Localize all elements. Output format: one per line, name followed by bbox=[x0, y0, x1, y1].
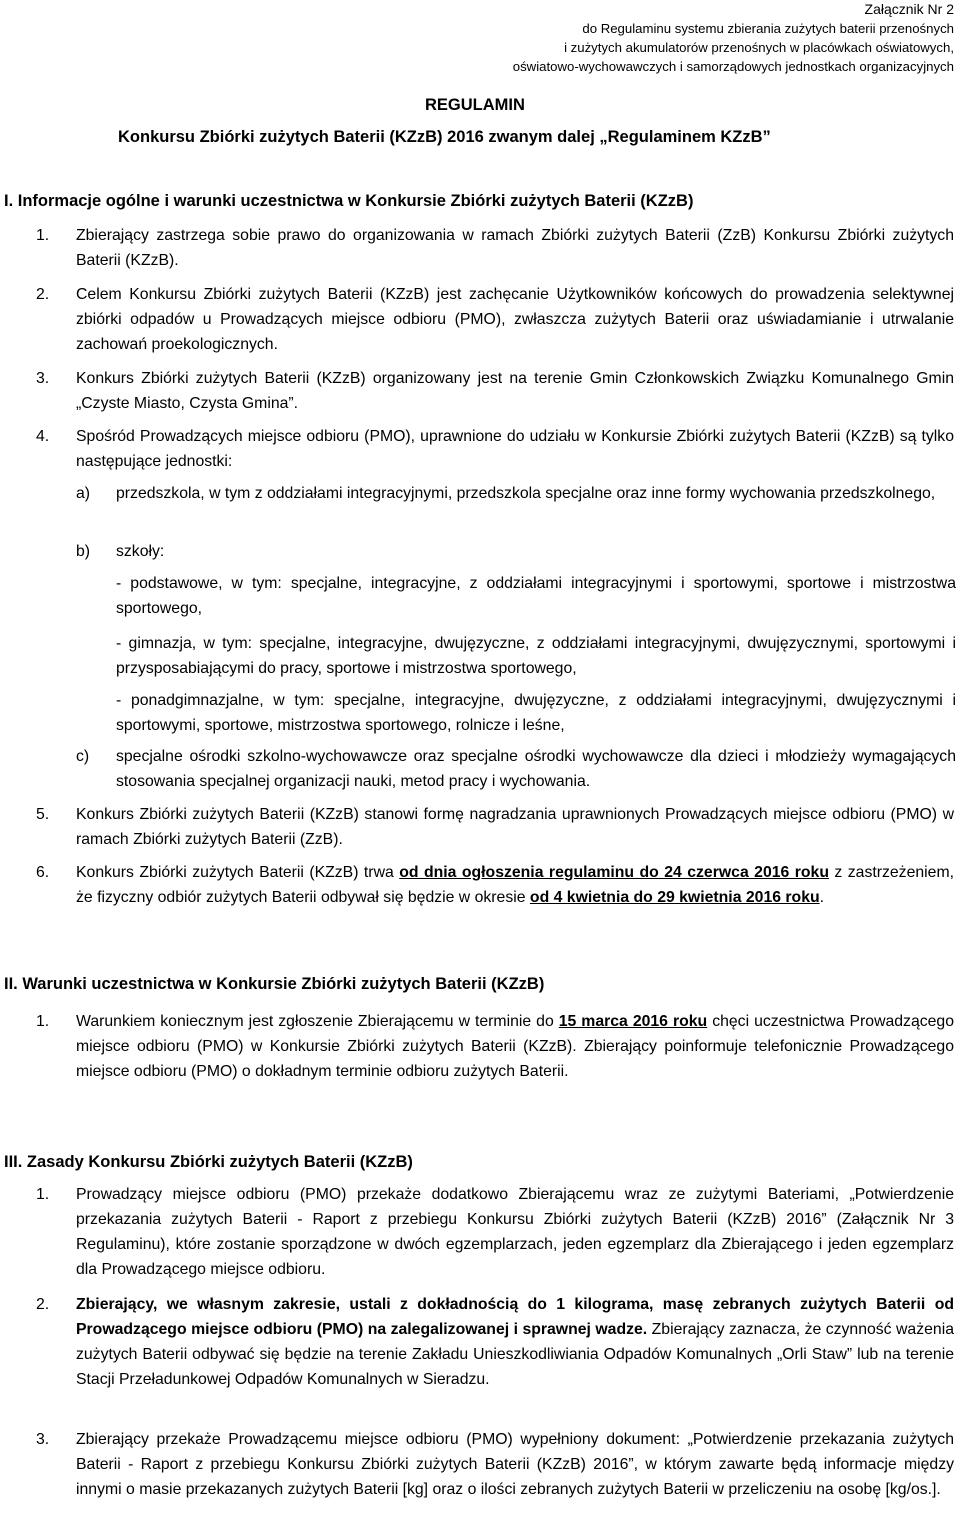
dash-item: - podstawowe, w tym: specjalne, integracyjne, z oddziałami integracyjnymi i sportowymi, sportowe i mistrzostwa sportowego, bbox=[116, 575, 956, 617]
sub-text: szkoły: bbox=[116, 543, 165, 560]
list-item bbox=[36, 223, 954, 273]
list-item bbox=[36, 424, 954, 474]
text-run: Zbierający zaznacza, że czynność ważenia zużytych Baterii odbywać się będzie na terenie Zakładu Unieszkodliwiania Odpadów Komunalnych „Orli Staw” lub na terenie Stacji Przeładunkowej Odpadów Komunalnych w Sieradzu. bbox=[76, 1321, 954, 1388]
list-item bbox=[36, 1292, 954, 1392]
item-text: Zbierający zastrzega sobie prawo do organizowania w ramach Zbiórki zużytych Baterii (ZzB) Konkursu Zbiórki zużytych Baterii (KZzB). bbox=[76, 227, 954, 269]
sub-text: specjalne ośrodki szkolno-wychowawcze oraz specjalne ośrodki wychowawcze dla dzieci i młodzieży wymagających stosowania specjalnej organizacji nauki, metod pracy i wychowania. bbox=[116, 748, 956, 790]
sub-item bbox=[76, 481, 956, 506]
sub-label: b) bbox=[76, 543, 91, 560]
list-item bbox=[36, 860, 954, 910]
sub-item bbox=[76, 744, 956, 794]
annex-line: i zużytych akumulatorów przenośnych w placówkach oświatowych, bbox=[564, 40, 954, 55]
item-text: Prowadzący miejsce odbioru (PMO) przekaże dodatkowo Zbierającemu wraz ze zużytymi Bateriami, „Potwierdzenie przekazania zużytych Baterii - Raport z przebiegu Konkursu Zbiórki zużytych Baterii (KZzB) 2016” (Załącznik Nr 3 Regulaminu), które zostanie sporządzone w dwóch egzemplarzach, jeden egzemplarz dla Zbierającego i jeden egzemplarz dla Prowadzącego miejsce odbioru. bbox=[76, 1186, 954, 1278]
item-number: 6. bbox=[36, 864, 50, 881]
annex-number: Załącznik Nr 2 bbox=[864, 1, 954, 17]
bold-run: Zbierający, we własnym zakresie, ustali z dokładnością do 1 kilograma, masę zebranych zużytych Baterii od Prowadzącego miejsce odbioru (PMO) na zalegalizowanej i sprawnej wadze. bbox=[76, 1296, 954, 1338]
section-2-heading: II. Warunki uczestnictwa w Konkursie Zbiórki zużytych Baterii (KZzB) bbox=[4, 975, 545, 993]
list-item bbox=[36, 802, 954, 852]
list-item bbox=[36, 366, 954, 416]
text-run: . bbox=[819, 889, 825, 906]
item-number: 2. bbox=[36, 286, 50, 303]
item-text: Celem Konkursu Zbiórki zużytych Baterii (KZzB) jest zachęcanie Użytkowników końcowych do prowadzenia selektywnej zbiórki odpadów u Prowadzących miejsce odbioru (PMO), zwłaszcza zużytych Baterii oraz uświadamianie i utrwalanie zachowań proekologicznych. bbox=[76, 286, 954, 353]
deadline-highlight: 15 marca 2016 roku bbox=[558, 1013, 708, 1030]
period-highlight: od dnia ogłoszenia regulaminu do 24 czerwca 2016 roku bbox=[399, 864, 829, 881]
sub-label: c) bbox=[76, 748, 90, 765]
item-number: 1. bbox=[36, 1186, 50, 1203]
dash-item: - gimnazja, w tym: specjalne, integracyjne, dwujęzyczne, z oddziałami integracyjnymi, dwujęzycznymi, sportowymi i przysposabiającymi do pracy, sportowe i mistrzostwa sportowego, bbox=[116, 635, 956, 677]
list-item bbox=[36, 1427, 954, 1502]
item-text bbox=[76, 860, 954, 910]
text-run: z zastrzeżeniem, że fizyczny odbiór zużytych Baterii odbywał się będzie w okresie bbox=[76, 864, 954, 906]
item-number: 3. bbox=[36, 370, 50, 387]
sub-text: przedszkola, w tym z oddziałami integracyjnymi, przedszkola specjalne oraz inne formy wychowania przedszkolnego, bbox=[116, 485, 936, 502]
section-3-heading: III. Zasady Konkursu Zbiórki zużytych Baterii (KZzB) bbox=[4, 1153, 413, 1171]
sub-label: a) bbox=[76, 485, 91, 502]
item-number: 1. bbox=[36, 1013, 50, 1030]
pickup-period-highlight: od 4 kwietnia do 29 kwietnia 2016 roku bbox=[529, 889, 820, 906]
sub-item bbox=[76, 539, 956, 564]
item-text: Zbierający przekaże Prowadzącemu miejsce odbioru (PMO) wypełniony dokument: „Potwierdzenie przekazania zużytych Baterii - Raport z przebiegu Konkursu Zbiórki zużytych Baterii (KZzB) 2016”, w którym zawarte będą informacje między innymi o masie przekazanych zużytych Baterii [kg] oraz o ilości zebranych zużytych Baterii w przeliczeniu na osobę [kg/os.]. bbox=[76, 1431, 954, 1498]
item-text bbox=[76, 1009, 954, 1084]
document-subtitle: Konkursu Zbiórki zużytych Baterii (KZzB) 2016 zwanym dalej „Regulaminem KZzB” bbox=[118, 128, 771, 146]
dash-item: - ponadgimnazjalne, w tym: specjalne, integracyjne, dwujęzyczne, z oddziałami integracyjnymi, dwujęzycznymi i sportowymi, sportowe, mistrzostwa sportowego, rolnicze i leśne, bbox=[116, 692, 956, 734]
list-item bbox=[36, 1009, 954, 1084]
text-run: Warunkiem koniecznym jest zgłoszenie Zbierającemu w terminie do bbox=[76, 1013, 559, 1030]
item-number: 5. bbox=[36, 806, 50, 823]
section-1-heading: I. Informacje ogólne i warunki uczestnictwa w Konkursie Zbiórki zużytych Baterii (KZzB) bbox=[4, 192, 694, 210]
document-title: REGULAMIN bbox=[425, 96, 525, 114]
list-item bbox=[36, 282, 954, 357]
item-text bbox=[76, 1292, 954, 1392]
item-text: Konkurs Zbiórki zużytych Baterii (KZzB) organizowany jest na terenie Gmin Członkowskich Związku Komunalnego Gmin „Czyste Miasto, Czysta Gmina”. bbox=[76, 370, 954, 412]
annex-line: do Regulaminu systemu zbierania zużytych baterii przenośnych bbox=[582, 21, 954, 36]
annex-line: oświatowo-wychowawczych i samorządowych jednostkach organizacyjnych bbox=[512, 59, 954, 74]
item-number: 4. bbox=[36, 428, 50, 445]
text-run: Konkurs Zbiórki zużytych Baterii (KZzB) trwa bbox=[76, 864, 400, 881]
item-number: 2. bbox=[36, 1296, 50, 1313]
annex-header bbox=[513, 0, 954, 76]
item-text: Konkurs Zbiórki zużytych Baterii (KZzB) stanowi formę nagradzania uprawnionych Prowadzących miejsce odbioru (PMO) w ramach Zbiórki zużytych Baterii (ZzB). bbox=[76, 806, 954, 848]
list-item bbox=[36, 1182, 954, 1282]
item-number: 1. bbox=[36, 227, 50, 244]
item-number: 3. bbox=[36, 1431, 50, 1448]
item-text: Spośród Prowadzących miejsce odbioru (PMO), uprawnione do udziału w Konkursie Zbiórki zużytych Baterii (KZzB) są tylko następujące jednostki: bbox=[76, 428, 954, 470]
text-run: chęci uczestnictwa Prowadzącego miejsce odbioru (PMO) w Konkursie Zbiórki zużytych Baterii (KZzB). Zbierający poinformuje telefonicznie Prowadzącego miejsce odbioru (PMO) o dokładnym terminie odbioru zużytych Baterii. bbox=[76, 1013, 954, 1080]
